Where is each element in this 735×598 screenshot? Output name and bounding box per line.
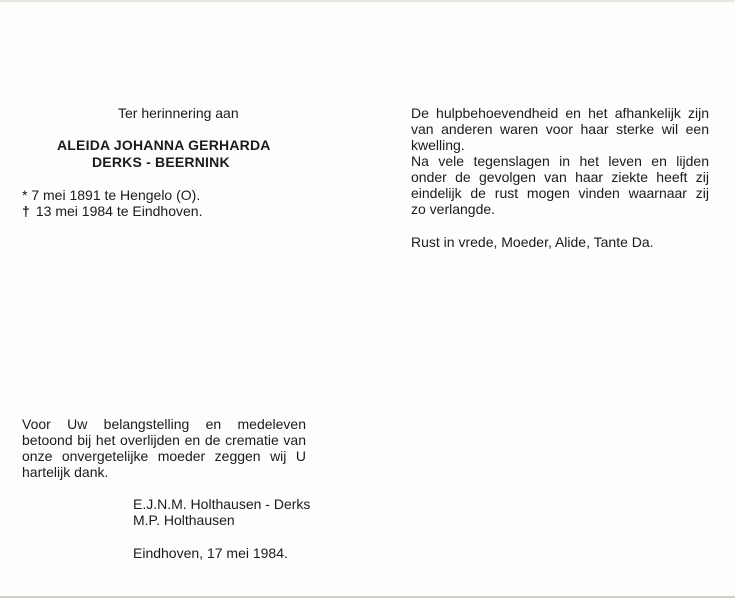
thanks-line-2: betoond bij het overlijden en de crematie van (22, 432, 306, 448)
poem-line-1: De hulpbehoevendheid en het afhankelijk zijn (411, 105, 709, 121)
signature-line-2: M.P. Holthausen (133, 512, 235, 528)
place-date: Eindhoven, 17 mei 1984. (133, 545, 288, 561)
poem-line-6: eindelijk de rust mogen vinden waarnaar zij (411, 185, 709, 201)
poem-line-2: van anderen waren voor haar sterke wil een (411, 121, 709, 137)
thanks-line-3: onze onvergetelijke moeder zeggen wij U (22, 448, 306, 464)
thanks-line-4: hartelijk dank. (22, 464, 109, 480)
intro-text: Ter herinnering aan (118, 105, 239, 121)
poem-line-7: zo verlangde. (411, 201, 496, 217)
deceased-name-line1: ALEIDA JOHANNA GERHARDA (57, 137, 271, 153)
birth-line: * 7 mei 1891 te Hengelo (O). (22, 187, 201, 203)
death-line (22, 203, 202, 219)
closing-line: Rust in vrede, Moeder, Alide, Tante Da. (411, 234, 654, 250)
poem-line-4: Na vele tegenslagen in het leven en lijden (411, 153, 709, 169)
poem-line-3: kwelling. (411, 137, 465, 153)
cross-icon: † (22, 203, 30, 219)
thanks-line-1: Voor Uw belangstelling en medeleven (22, 416, 306, 432)
poem-line-5: onder de gevolgen van haar ziekte heeft zij (411, 169, 709, 185)
card-top-edge (0, 0, 735, 2)
signature-line-1: E.J.N.M. Holthausen - Derks (133, 496, 311, 512)
deceased-name-line2: DERKS - BEERNINK (92, 154, 230, 170)
death-text: 13 mei 1984 te Eindhoven. (35, 203, 203, 219)
